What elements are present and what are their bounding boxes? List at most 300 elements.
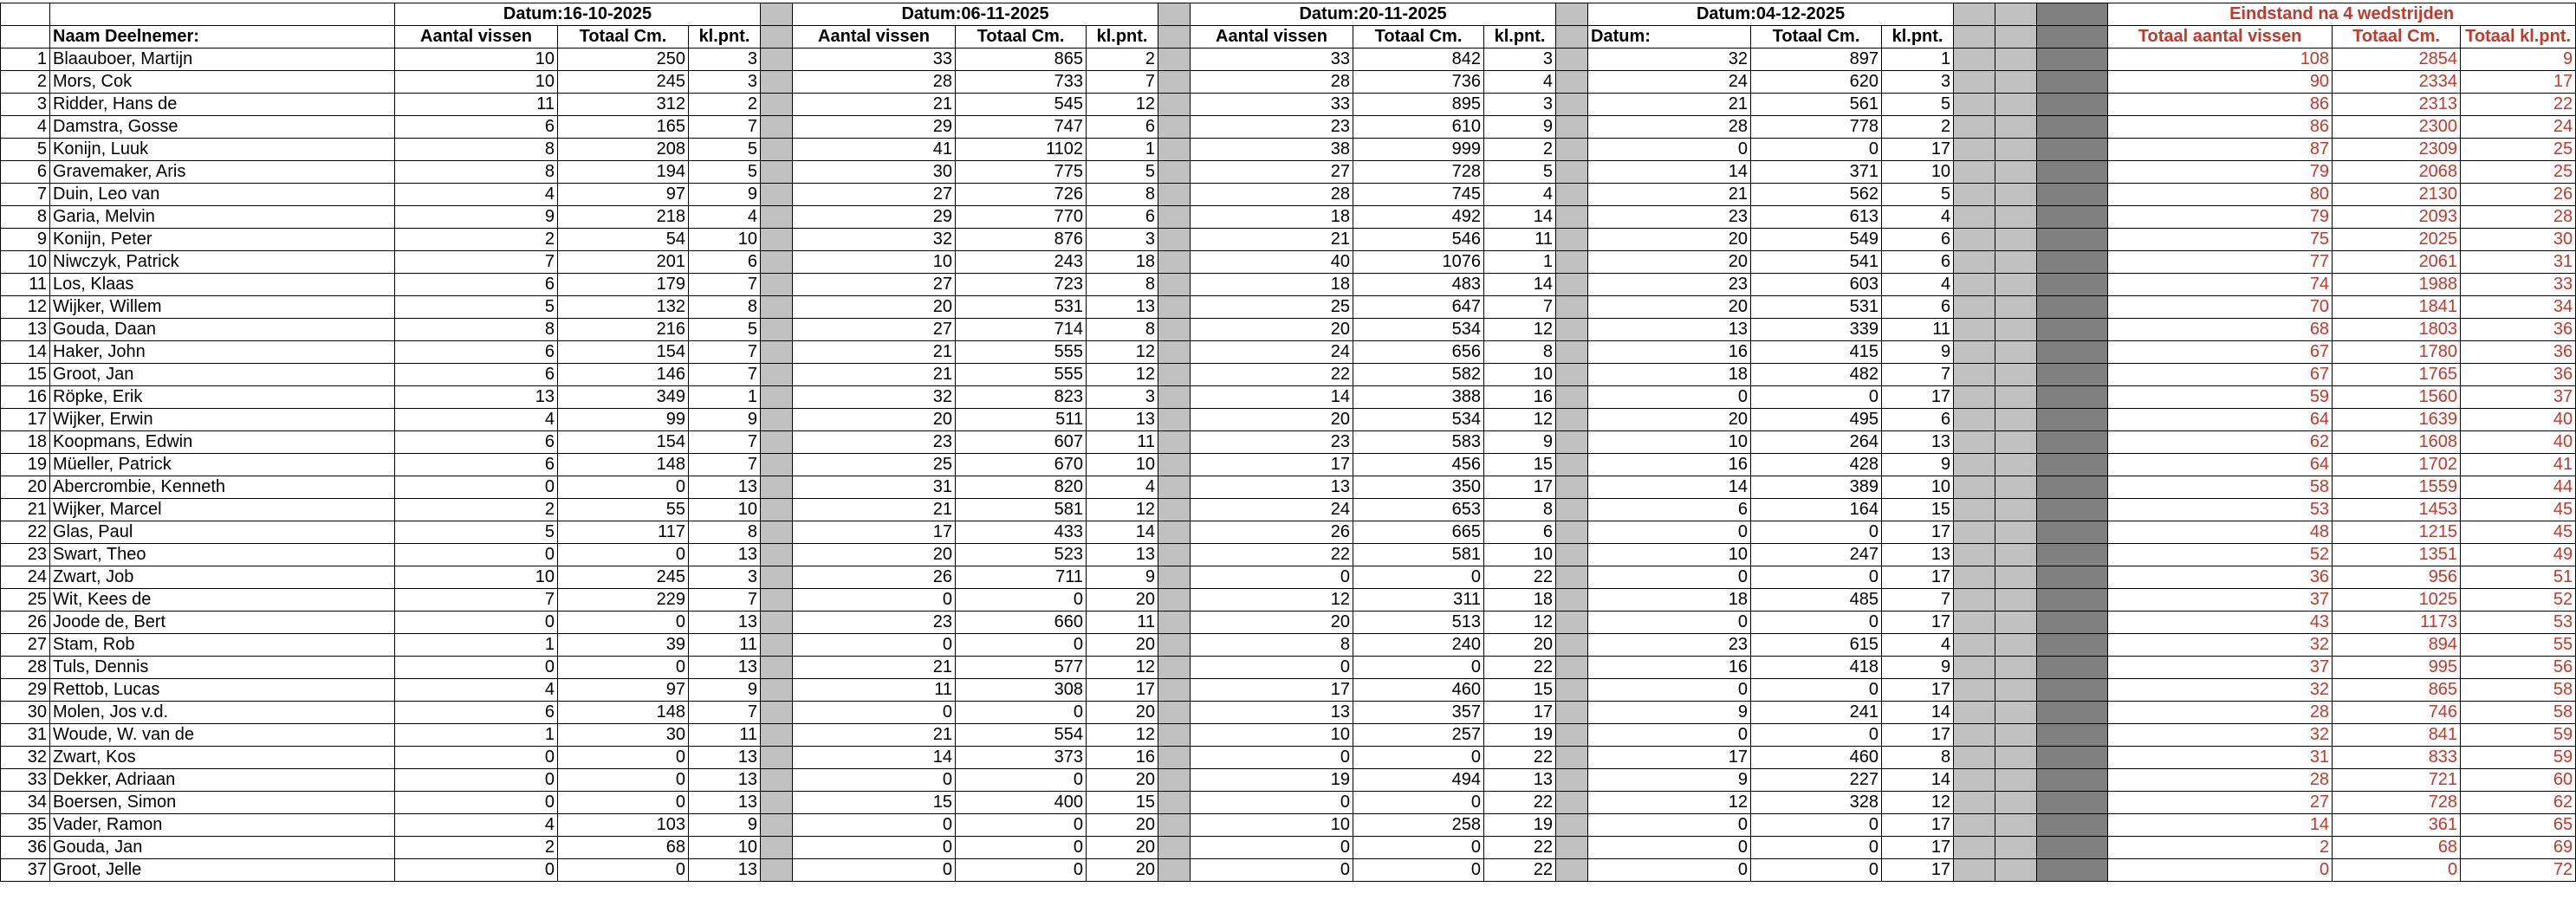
r1-fish-count: 6: [395, 454, 558, 476]
r2-total-cm: 400: [956, 792, 1087, 814]
r3-fish-count: 27: [1191, 161, 1353, 184]
r2-fish-count: 29: [793, 116, 956, 139]
r1-total-cm: 312: [558, 94, 689, 116]
total-cm: 68: [2333, 837, 2461, 859]
separator-cell: [1556, 499, 1588, 521]
r4-fish-count: 0: [1588, 859, 1751, 882]
separator-cell: [1556, 612, 1588, 634]
total-points: 30: [2461, 229, 2576, 251]
r4-fish-count: 32: [1588, 49, 1751, 71]
r1-total-cm: 216: [558, 319, 689, 341]
r1-fish-count: 4: [395, 184, 558, 206]
total-cm: 894: [2333, 634, 2461, 657]
dark-separator-cell: [2037, 454, 2108, 476]
r2-fish-count: 21: [793, 499, 956, 521]
total-points: 9: [2461, 49, 2576, 71]
table-row: [1, 454, 2576, 476]
r3-total-cm: 0: [1353, 792, 1484, 814]
r3-total-cm: 842: [1353, 49, 1484, 71]
r4-points: 13: [1882, 544, 1954, 566]
rank-cell: 16: [1, 386, 50, 409]
r2-points: 18: [1087, 251, 1158, 274]
separator-cell: [1556, 71, 1588, 94]
r4-points: 17: [1882, 724, 1954, 747]
r1-total-cm: 179: [558, 274, 689, 296]
separator-cell: [1158, 409, 1191, 431]
separator-cell: [1995, 454, 2037, 476]
separator-cell: [1158, 49, 1191, 71]
dark-separator-cell: [2037, 251, 2108, 274]
r3-total-cm: 388: [1353, 386, 1484, 409]
r1-total-cm: 250: [558, 49, 689, 71]
participant-name: Groot, Jelle: [50, 859, 395, 882]
total-cm: 728: [2333, 792, 2461, 814]
r3-total-cm: 494: [1353, 769, 1484, 792]
round-3-date: Datum:20-11-2025: [1191, 3, 1556, 26]
r1-total-cm: 103: [558, 814, 689, 837]
r3-points: 19: [1484, 814, 1556, 837]
r4-points: 17: [1882, 386, 1954, 409]
rank-cell: 26: [1, 612, 50, 634]
r2-fish-count: 32: [793, 229, 956, 251]
separator-cell: [761, 814, 793, 837]
r2-fish-count: 14: [793, 747, 956, 769]
total-points: 52: [2461, 589, 2576, 612]
r2-total-cm: 0: [956, 702, 1087, 724]
total-fish-count: 2: [2108, 837, 2333, 859]
r4-fish-count: 18: [1588, 364, 1751, 386]
separator-cell: [1556, 409, 1588, 431]
rank-cell: 27: [1, 634, 50, 657]
separator-cell: [1995, 679, 2037, 702]
separator-cell: [1158, 319, 1191, 341]
r2-total-cm: 607: [956, 431, 1087, 454]
dark-separator-cell: [2037, 499, 2108, 521]
r2-points: 9: [1087, 566, 1158, 589]
r3-fish-count: 33: [1191, 49, 1353, 71]
r4-fish-count: 23: [1588, 206, 1751, 229]
r3-fish-count: 24: [1191, 499, 1353, 521]
total-points: 65: [2461, 814, 2576, 837]
r3-points: 9: [1484, 431, 1556, 454]
total-points: 31: [2461, 251, 2576, 274]
separator-cell: [1954, 859, 1995, 882]
r1-total-cm: 39: [558, 634, 689, 657]
r2-fish-count: 15: [793, 792, 956, 814]
total-fish-count: 32: [2108, 634, 2333, 657]
total-cm-header: Totaal Cm.: [2333, 26, 2461, 49]
total-cm: 1025: [2333, 589, 2461, 612]
total-fish-count: 0: [2108, 859, 2333, 882]
separator-cell: [1995, 657, 2037, 679]
r3-fish-count: 0: [1191, 657, 1353, 679]
total-points: 51: [2461, 566, 2576, 589]
r4-total-cm: 495: [1751, 409, 1882, 431]
r1-fish-count: 10: [395, 566, 558, 589]
r3-fish-count: 17: [1191, 454, 1353, 476]
r2-total-cm: 723: [956, 274, 1087, 296]
r3-total-cm: 534: [1353, 409, 1484, 431]
r1-total-cm: 54: [558, 229, 689, 251]
r4-total-cm: 264: [1751, 431, 1882, 454]
participant-name: Vader, Ramon: [50, 814, 395, 837]
participant-name: Koopmans, Edwin: [50, 431, 395, 454]
r2-points: 7: [1087, 71, 1158, 94]
separator-cell: [1158, 612, 1191, 634]
total-points: 25: [2461, 161, 2576, 184]
r1-total-cm: 68: [558, 837, 689, 859]
r4-points: 7: [1882, 589, 1954, 612]
total-points: 62: [2461, 792, 2576, 814]
r1-fish-count: 10: [395, 71, 558, 94]
r1-points: 7: [689, 341, 761, 364]
total-cm: 1803: [2333, 319, 2461, 341]
dark-separator-cell: [2037, 612, 2108, 634]
total-points: 24: [2461, 116, 2576, 139]
r4-total-cm: 328: [1751, 792, 1882, 814]
r4-total-cm: 485: [1751, 589, 1882, 612]
r3-points: 15: [1484, 454, 1556, 476]
r4-points: 10: [1882, 476, 1954, 499]
table-row: [1, 724, 2576, 747]
separator-cell: [1556, 319, 1588, 341]
r1-points: 11: [689, 724, 761, 747]
r4-total-cm: 0: [1751, 566, 1882, 589]
r1-fish-count: 0: [395, 476, 558, 499]
separator-cell: [1158, 589, 1191, 612]
r4-total-cm: 897: [1751, 49, 1882, 71]
total-points: 60: [2461, 769, 2576, 792]
separator-cell: [1954, 229, 1995, 251]
r1-fish-count: 0: [395, 657, 558, 679]
separator-cell: [1954, 589, 1995, 612]
r4-points: 13: [1882, 431, 1954, 454]
r3-total-cm: 0: [1353, 657, 1484, 679]
total-fish-count: 58: [2108, 476, 2333, 499]
r3-fish-count: 26: [1191, 521, 1353, 544]
r4-total-cm: 482: [1751, 364, 1882, 386]
total-fish-count: 37: [2108, 589, 2333, 612]
r3-total-cm: 0: [1353, 859, 1484, 882]
separator-cell: [761, 431, 793, 454]
r3-total-cm: 581: [1353, 544, 1484, 566]
total-cm: 833: [2333, 747, 2461, 769]
separator-cell: [1158, 184, 1191, 206]
participant-name: Niwczyk, Patrick: [50, 251, 395, 274]
r4-fish-count: 16: [1588, 454, 1751, 476]
dark-separator-cell: [2037, 206, 2108, 229]
total-cm: 2068: [2333, 161, 2461, 184]
r1-fish-count: 5: [395, 521, 558, 544]
r1-points: 7: [689, 116, 761, 139]
separator-cell: [1995, 116, 2037, 139]
separator-cell: [1954, 296, 1995, 319]
r4-fish-count: 10: [1588, 544, 1751, 566]
rank-cell: 34: [1, 792, 50, 814]
r3-total-cm: 460: [1353, 679, 1484, 702]
rank-cell: 33: [1, 769, 50, 792]
r2-fish-count: 27: [793, 184, 956, 206]
r4-points: 14: [1882, 702, 1954, 724]
r3-total-cm: 728: [1353, 161, 1484, 184]
r2-fish-count: 21: [793, 724, 956, 747]
dark-separator-cell: [2037, 3, 2108, 26]
dark-separator-cell: [2037, 566, 2108, 589]
r4-cm-header: Totaal Cm.: [1751, 26, 1882, 49]
separator-cell: [1995, 476, 2037, 499]
r1-fish-count: 7: [395, 589, 558, 612]
total-points: 53: [2461, 612, 2576, 634]
table-row: [1, 49, 2576, 71]
total-cm: 1215: [2333, 521, 2461, 544]
r2-total-cm: 660: [956, 612, 1087, 634]
dark-separator-cell: [2037, 657, 2108, 679]
dark-separator-cell: [2037, 319, 2108, 341]
r2-total-cm: 0: [956, 769, 1087, 792]
separator-cell: [1995, 566, 2037, 589]
r1-fish-count: 0: [395, 612, 558, 634]
r4-fish-count: 17: [1588, 747, 1751, 769]
r2-pnt-header: kl.pnt.: [1087, 26, 1158, 49]
rank-cell: 30: [1, 702, 50, 724]
r3-fish-count: 20: [1191, 409, 1353, 431]
r4-points: 14: [1882, 769, 1954, 792]
participant-name: Stam, Rob: [50, 634, 395, 657]
r2-fish-count: 0: [793, 702, 956, 724]
r3-fish-count: 0: [1191, 792, 1353, 814]
r3-points: 4: [1484, 184, 1556, 206]
r1-points: 8: [689, 296, 761, 319]
r4-total-cm: 778: [1751, 116, 1882, 139]
separator-cell: [1954, 679, 1995, 702]
table-row: [1, 499, 2576, 521]
r2-points: 12: [1087, 364, 1158, 386]
r4-fish-count: 24: [1588, 71, 1751, 94]
r2-total-cm: 0: [956, 634, 1087, 657]
r4-points: 17: [1882, 837, 1954, 859]
separator-cell: [761, 364, 793, 386]
r2-fish-count: 41: [793, 139, 956, 161]
total-cm: 995: [2333, 657, 2461, 679]
r3-total-cm: 257: [1353, 724, 1484, 747]
total-points: 26: [2461, 184, 2576, 206]
r1-fish-count: 6: [395, 431, 558, 454]
r2-fish-count: 26: [793, 566, 956, 589]
total-fish-count: 28: [2108, 769, 2333, 792]
r4-points: 6: [1882, 296, 1954, 319]
r1-total-cm: 30: [558, 724, 689, 747]
r1-points: 7: [689, 589, 761, 612]
total-fish-count: 48: [2108, 521, 2333, 544]
r1-points: 9: [689, 184, 761, 206]
r3-fish-count: 19: [1191, 769, 1353, 792]
separator-cell: [1995, 702, 2037, 724]
r3-total-cm: 311: [1353, 589, 1484, 612]
participant-name: Röpke, Erik: [50, 386, 395, 409]
r1-fish-header: Aantal vissen: [395, 26, 558, 49]
total-fish-count: 37: [2108, 657, 2333, 679]
corner-cell: [1, 3, 50, 26]
total-cm: 1560: [2333, 386, 2461, 409]
r1-points: 5: [689, 161, 761, 184]
r3-fish-count: 18: [1191, 206, 1353, 229]
table-row: [1, 747, 2576, 769]
total-points: 40: [2461, 409, 2576, 431]
r4-fish-count: 20: [1588, 296, 1751, 319]
r3-points: 17: [1484, 476, 1556, 499]
r3-total-cm: 513: [1353, 612, 1484, 634]
r1-total-cm: 0: [558, 859, 689, 882]
total-cm: 1780: [2333, 341, 2461, 364]
separator-cell: [1158, 499, 1191, 521]
table-row: [1, 296, 2576, 319]
r4-fish-count: 0: [1588, 386, 1751, 409]
total-cm: 2061: [2333, 251, 2461, 274]
participant-name: Abercrombie, Kenneth: [50, 476, 395, 499]
separator-cell: [1556, 544, 1588, 566]
total-cm: 2130: [2333, 184, 2461, 206]
separator-cell: [1954, 566, 1995, 589]
dark-separator-cell: [2037, 544, 2108, 566]
separator-cell: [1954, 139, 1995, 161]
dark-separator-cell: [2037, 747, 2108, 769]
table-row: [1, 769, 2576, 792]
r4-points: 9: [1882, 454, 1954, 476]
r2-points: 2: [1087, 49, 1158, 71]
r4-points: 12: [1882, 792, 1954, 814]
separator-cell: [1158, 296, 1191, 319]
total-points: 59: [2461, 747, 2576, 769]
table-row: [1, 566, 2576, 589]
separator-cell: [1158, 657, 1191, 679]
table-row: [1, 319, 2576, 341]
r4-total-cm: 460: [1751, 747, 1882, 769]
separator-cell: [761, 139, 793, 161]
total-fish-count: 108: [2108, 49, 2333, 71]
separator-cell: [1556, 161, 1588, 184]
r1-points: 13: [689, 747, 761, 769]
total-cm: 1988: [2333, 274, 2461, 296]
r4-total-cm: 541: [1751, 251, 1882, 274]
separator-cell: [1954, 364, 1995, 386]
r3-points: 4: [1484, 71, 1556, 94]
r4-fish-count: 0: [1588, 139, 1751, 161]
separator-cell: [1954, 341, 1995, 364]
separator-cell: [1954, 634, 1995, 657]
separator-cell: [1556, 521, 1588, 544]
r4-fish-count: 20: [1588, 229, 1751, 251]
r1-cm-header: Totaal Cm.: [558, 26, 689, 49]
r2-total-cm: 523: [956, 544, 1087, 566]
separator-cell: [1556, 184, 1588, 206]
total-fish-count: 87: [2108, 139, 2333, 161]
separator-cell: [761, 476, 793, 499]
total-points: 36: [2461, 341, 2576, 364]
r4-total-cm: 613: [1751, 206, 1882, 229]
participant-name: Groot, Jan: [50, 364, 395, 386]
r3-fish-count: 22: [1191, 544, 1353, 566]
separator-cell: [1556, 116, 1588, 139]
table-row: [1, 206, 2576, 229]
r1-total-cm: 55: [558, 499, 689, 521]
r1-total-cm: 154: [558, 431, 689, 454]
total-points: 69: [2461, 837, 2576, 859]
final-standings-title: Eindstand na 4 wedstrijden: [2108, 3, 2576, 26]
total-fish-count: 86: [2108, 94, 2333, 116]
separator-cell: [1995, 814, 2037, 837]
table-row: [1, 184, 2576, 206]
r1-total-cm: 245: [558, 566, 689, 589]
total-cm: 865: [2333, 679, 2461, 702]
r4-total-cm: 0: [1751, 837, 1882, 859]
r2-points: 16: [1087, 747, 1158, 769]
rank-cell: 18: [1, 431, 50, 454]
participant-name: Müeller, Patrick: [50, 454, 395, 476]
r4-pnt-header: kl.pnt.: [1882, 26, 1954, 49]
r2-total-cm: 308: [956, 679, 1087, 702]
r1-fish-count: 11: [395, 94, 558, 116]
dark-separator-cell: [2037, 634, 2108, 657]
separator-cell: [1556, 386, 1588, 409]
rank-cell: 13: [1, 319, 50, 341]
separator-cell: [1954, 476, 1995, 499]
r2-total-cm: 876: [956, 229, 1087, 251]
r1-fish-count: 13: [395, 386, 558, 409]
r1-points: 13: [689, 476, 761, 499]
total-cm: 0: [2333, 859, 2461, 882]
r1-pnt-header: kl.pnt.: [689, 26, 761, 49]
r3-fish-count: 21: [1191, 229, 1353, 251]
r4-fish-count: 21: [1588, 94, 1751, 116]
r1-total-cm: 148: [558, 702, 689, 724]
dark-separator-cell: [2037, 274, 2108, 296]
r2-points: 8: [1087, 274, 1158, 296]
r4-fish-count: 23: [1588, 634, 1751, 657]
separator-cell: [761, 229, 793, 251]
table-row: [1, 364, 2576, 386]
r4-points: 6: [1882, 251, 1954, 274]
r4-total-cm: 620: [1751, 71, 1882, 94]
separator-cell: [1158, 431, 1191, 454]
r4-points: 9: [1882, 657, 1954, 679]
separator-cell: [761, 274, 793, 296]
total-points: 56: [2461, 657, 2576, 679]
table-row: [1, 431, 2576, 454]
total-points: 45: [2461, 499, 2576, 521]
r2-fish-count: 0: [793, 589, 956, 612]
separator-cell: [761, 566, 793, 589]
separator-cell: [1158, 837, 1191, 859]
separator-cell: [1995, 521, 2037, 544]
r4-points: 7: [1882, 364, 1954, 386]
total-cm: 1765: [2333, 364, 2461, 386]
r4-fish-count: 16: [1588, 341, 1751, 364]
r4-total-cm: 241: [1751, 702, 1882, 724]
separator-cell: [1556, 296, 1588, 319]
r2-points: 17: [1087, 679, 1158, 702]
dark-separator-cell: [2037, 521, 2108, 544]
participant-name: Dekker, Adriaan: [50, 769, 395, 792]
r3-total-cm: 0: [1353, 837, 1484, 859]
separator-cell: [761, 792, 793, 814]
r2-total-cm: 531: [956, 296, 1087, 319]
separator-cell: [1954, 319, 1995, 341]
r2-points: 6: [1087, 206, 1158, 229]
separator-cell: [1556, 837, 1588, 859]
r4-total-cm: 428: [1751, 454, 1882, 476]
round-2-date: Datum:06-11-2025: [793, 3, 1158, 26]
r3-points: 22: [1484, 747, 1556, 769]
